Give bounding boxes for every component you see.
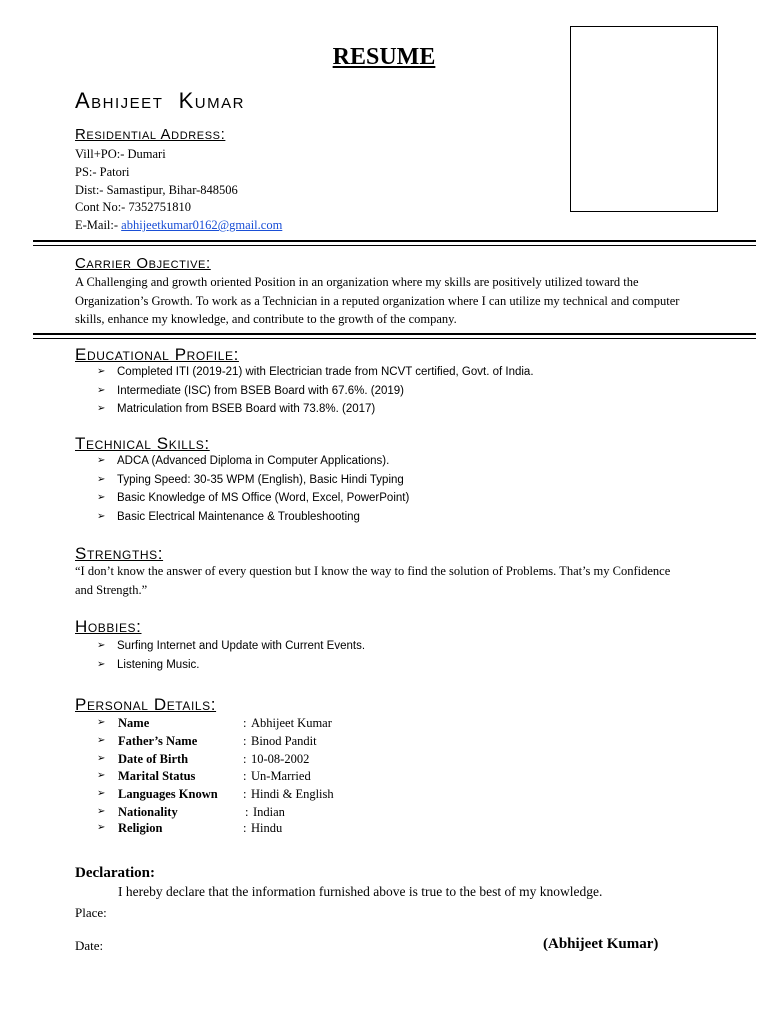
address-block	[75, 146, 282, 235]
list-item: ➢ Matriculation from BSEB Board with 73.8%. (2017)	[75, 400, 534, 419]
resume-title: RESUME	[332, 44, 436, 70]
address-line: PS:- Patori	[75, 164, 130, 179]
email-label: E-Mail:-	[75, 218, 122, 233]
arrow-bullet-icon: ➢	[97, 717, 106, 728]
list-item: ➢ Intermediate (ISC) from BSEB Board with 67.6%. (2019)	[75, 382, 534, 401]
address-heading: Residential Address:	[75, 126, 226, 143]
education-heading: Educational Profile:	[75, 345, 239, 364]
declaration-text: I hereby declare that the information furnished above is true to the best of my knowledge.	[118, 884, 603, 899]
arrow-bullet-icon: ➢	[97, 455, 106, 466]
date-label: Date:	[75, 938, 104, 953]
objective-heading: Carrier Objective:	[75, 255, 211, 272]
hobbies-list	[75, 637, 365, 674]
education-list	[75, 363, 534, 419]
email-line	[75, 217, 282, 235]
photo-placeholder	[570, 26, 718, 212]
list-item: ➢ Completed ITI (2019-21) with Electrician trade from NCVT certified, Govt. of India.	[75, 363, 534, 382]
arrow-bullet-icon: ➢	[97, 821, 106, 833]
email-link[interactable]: abhijeetkumar0162@gmail.com	[121, 218, 283, 233]
arrow-bullet-icon: ➢	[97, 752, 106, 764]
address-line: Cont No:- 7352751810	[75, 200, 191, 215]
divider	[33, 338, 756, 339]
declaration-heading: Declaration:	[75, 865, 155, 881]
arrow-bullet-icon: ➢	[97, 473, 106, 485]
divider	[33, 240, 756, 242]
divider	[33, 333, 756, 335]
list-item: ➢ Typing Speed: 30-35 WPM (English), Basic Hindi Typing	[75, 471, 409, 490]
skills-list	[75, 452, 409, 526]
strengths-text: “I don’t know the answer of every question but I know the way to find the solution of Problems. That’s my Confidence and Strength.”	[75, 564, 671, 597]
divider	[33, 245, 756, 246]
address-line: Dist:- Samastipur, Bihar-848506	[75, 182, 238, 197]
list-item: ➢ Basic Electrical Maintenance & Troubleshooting	[75, 508, 409, 527]
candidate-name: Abhijeet Kumar	[75, 88, 245, 113]
personal-heading: Personal Details:	[75, 695, 217, 714]
address-line: Vill+PO:- Dumari	[75, 147, 166, 161]
list-item: ➢ Basic Knowledge of MS Office (Word, Excel, PowerPoint)	[75, 489, 409, 508]
strengths-heading: Strengths:	[75, 544, 164, 563]
list-item: ➢ Listening Music.	[75, 656, 365, 675]
arrow-bullet-icon: ➢	[97, 492, 106, 503]
arrow-bullet-icon: ➢	[97, 366, 106, 377]
arrow-bullet-icon: ➢	[97, 640, 106, 651]
arrow-bullet-icon: ➢	[97, 384, 106, 396]
arrow-bullet-icon: ➢	[97, 788, 106, 800]
list-item: ➢ Surfing Internet and Update with Current Events.	[75, 637, 365, 656]
arrow-bullet-icon: ➢	[97, 658, 106, 670]
arrow-bullet-icon: ➢	[97, 510, 106, 522]
list-item: ➢ ADCA (Advanced Diploma in Computer Applications).	[75, 452, 409, 471]
arrow-bullet-icon: ➢	[97, 770, 106, 782]
arrow-bullet-icon: ➢	[97, 805, 106, 817]
arrow-bullet-icon: ➢	[97, 403, 106, 414]
arrow-bullet-icon: ➢	[97, 734, 106, 746]
place-label: Place:	[75, 905, 107, 920]
objective-text: A Challenging and growth oriented Position in an organization where my skills are positively utilized toward the Organization’s Growth. To work as a Technician in a reputed organization where I can utilize my technical and computer skills, enhance my knowledge, and contribute to the growth of the company.	[75, 275, 680, 326]
skills-heading: Technical Skills:	[75, 434, 210, 453]
signature-name: (Abhijeet Kumar)	[543, 936, 659, 952]
hobbies-heading: Hobbies:	[75, 617, 142, 636]
